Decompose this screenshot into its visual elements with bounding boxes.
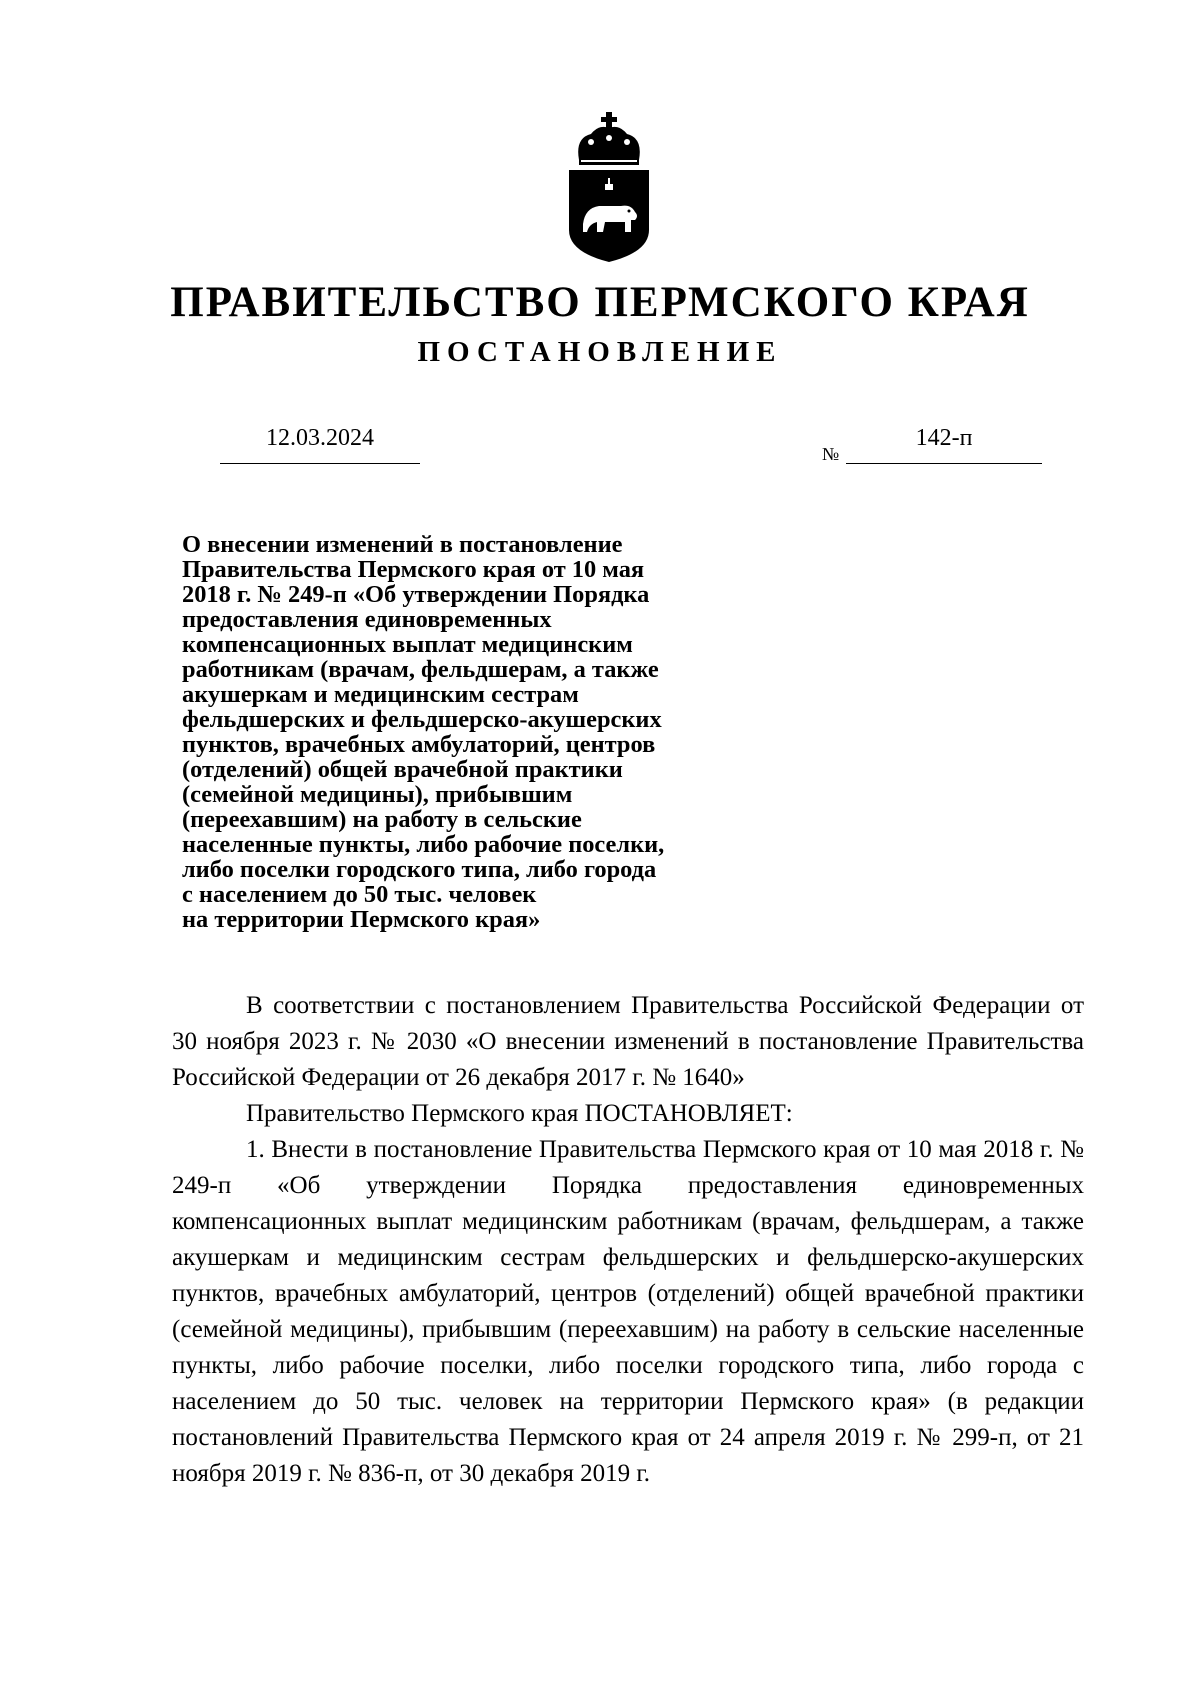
document-date: 12.03.2024 [266,425,374,451]
preamble-paragraph: В соответствии с постановлением Правительства Российской Федерации от 30 ноября 2023 г. № 2030 «О внесении изменений в постановление Правительства Российской Федерации от 26 декабря 2017 г. № 1640» [172,992,1084,1091]
subject-line: (семейной медицины), прибывшим [182,781,573,808]
subject-line: предоставления единовременных [182,606,552,633]
resolution-paragraph: Правительство Пермского края ПОСТАНОВЛЯЕТ: [246,1100,793,1127]
document-type: ПОСТАНОВЛЕНИЕ [417,336,783,368]
subject-line: Правительства Пермского края от 10 мая [182,556,645,583]
number-sign: № [822,444,840,464]
subject-line: с населением до 50 тыс. человек [182,881,537,908]
subject-line: О внесении изменений в постановление [182,531,623,558]
subject-line: работникам (врачам, фельдшерам, а также [182,656,659,683]
document-body [172,988,1084,1492]
subject-line: 2018 г. № 249-п «Об утверждении Порядка [182,581,650,608]
subject-line: либо поселки городского типа, либо города [182,856,657,883]
subject-line: пунктов, врачебных амбулаторий, центров [182,731,656,758]
document-subject [182,532,772,932]
subject-line: (переехавшим) на работу в сельские [182,806,582,833]
subject-line: (отделений) общей врачебной практики [182,756,623,783]
date-field [220,425,420,464]
subject-line: населенные пункты, либо рабочие поселки, [182,831,665,858]
subject-line: компенсационных выплат медицинским [182,631,633,658]
document-number: 142-п [915,425,973,451]
number-field [846,425,1042,464]
coat-of-arms-icon [565,112,653,262]
subject-line: акушеркам и медицинским сестрам [182,681,579,708]
subject-line: фельдшерских и фельдшерско-акушерских [182,706,662,733]
organization-title: ПРАВИТЕЛЬСТВО ПЕРМСКОГО КРАЯ [170,279,1030,326]
clause-1-paragraph: 1. Внести в постановление Правительства Пермского края от 10 мая 2018 г. № 249-п «Об утверждении Порядка предоставления единовременных компенсационных выплат медицинским работникам (врачам, фельдшерам, а также акушеркам и медицинским сестрам фельдшерских и фельдшерско-акушерских пунктов, врачебных амбулаторий, центров (отделений) общей врачебной практики (семейной медицины), прибывшим (переехавшим) на работу в сельские населенные пункты, либо рабочие поселки, либо поселки городского типа, либо города с населением до 50 тыс. человек на территории Пермского края» (в редакции постановлений Правительства Пермского края от 24 апреля 2019 г. № 299-п, от 21 ноября 2019 г. № 836-п, от 30 декабря 2019 г. [172,1136,1084,1487]
subject-line: на территории Пермского края» [182,906,541,933]
